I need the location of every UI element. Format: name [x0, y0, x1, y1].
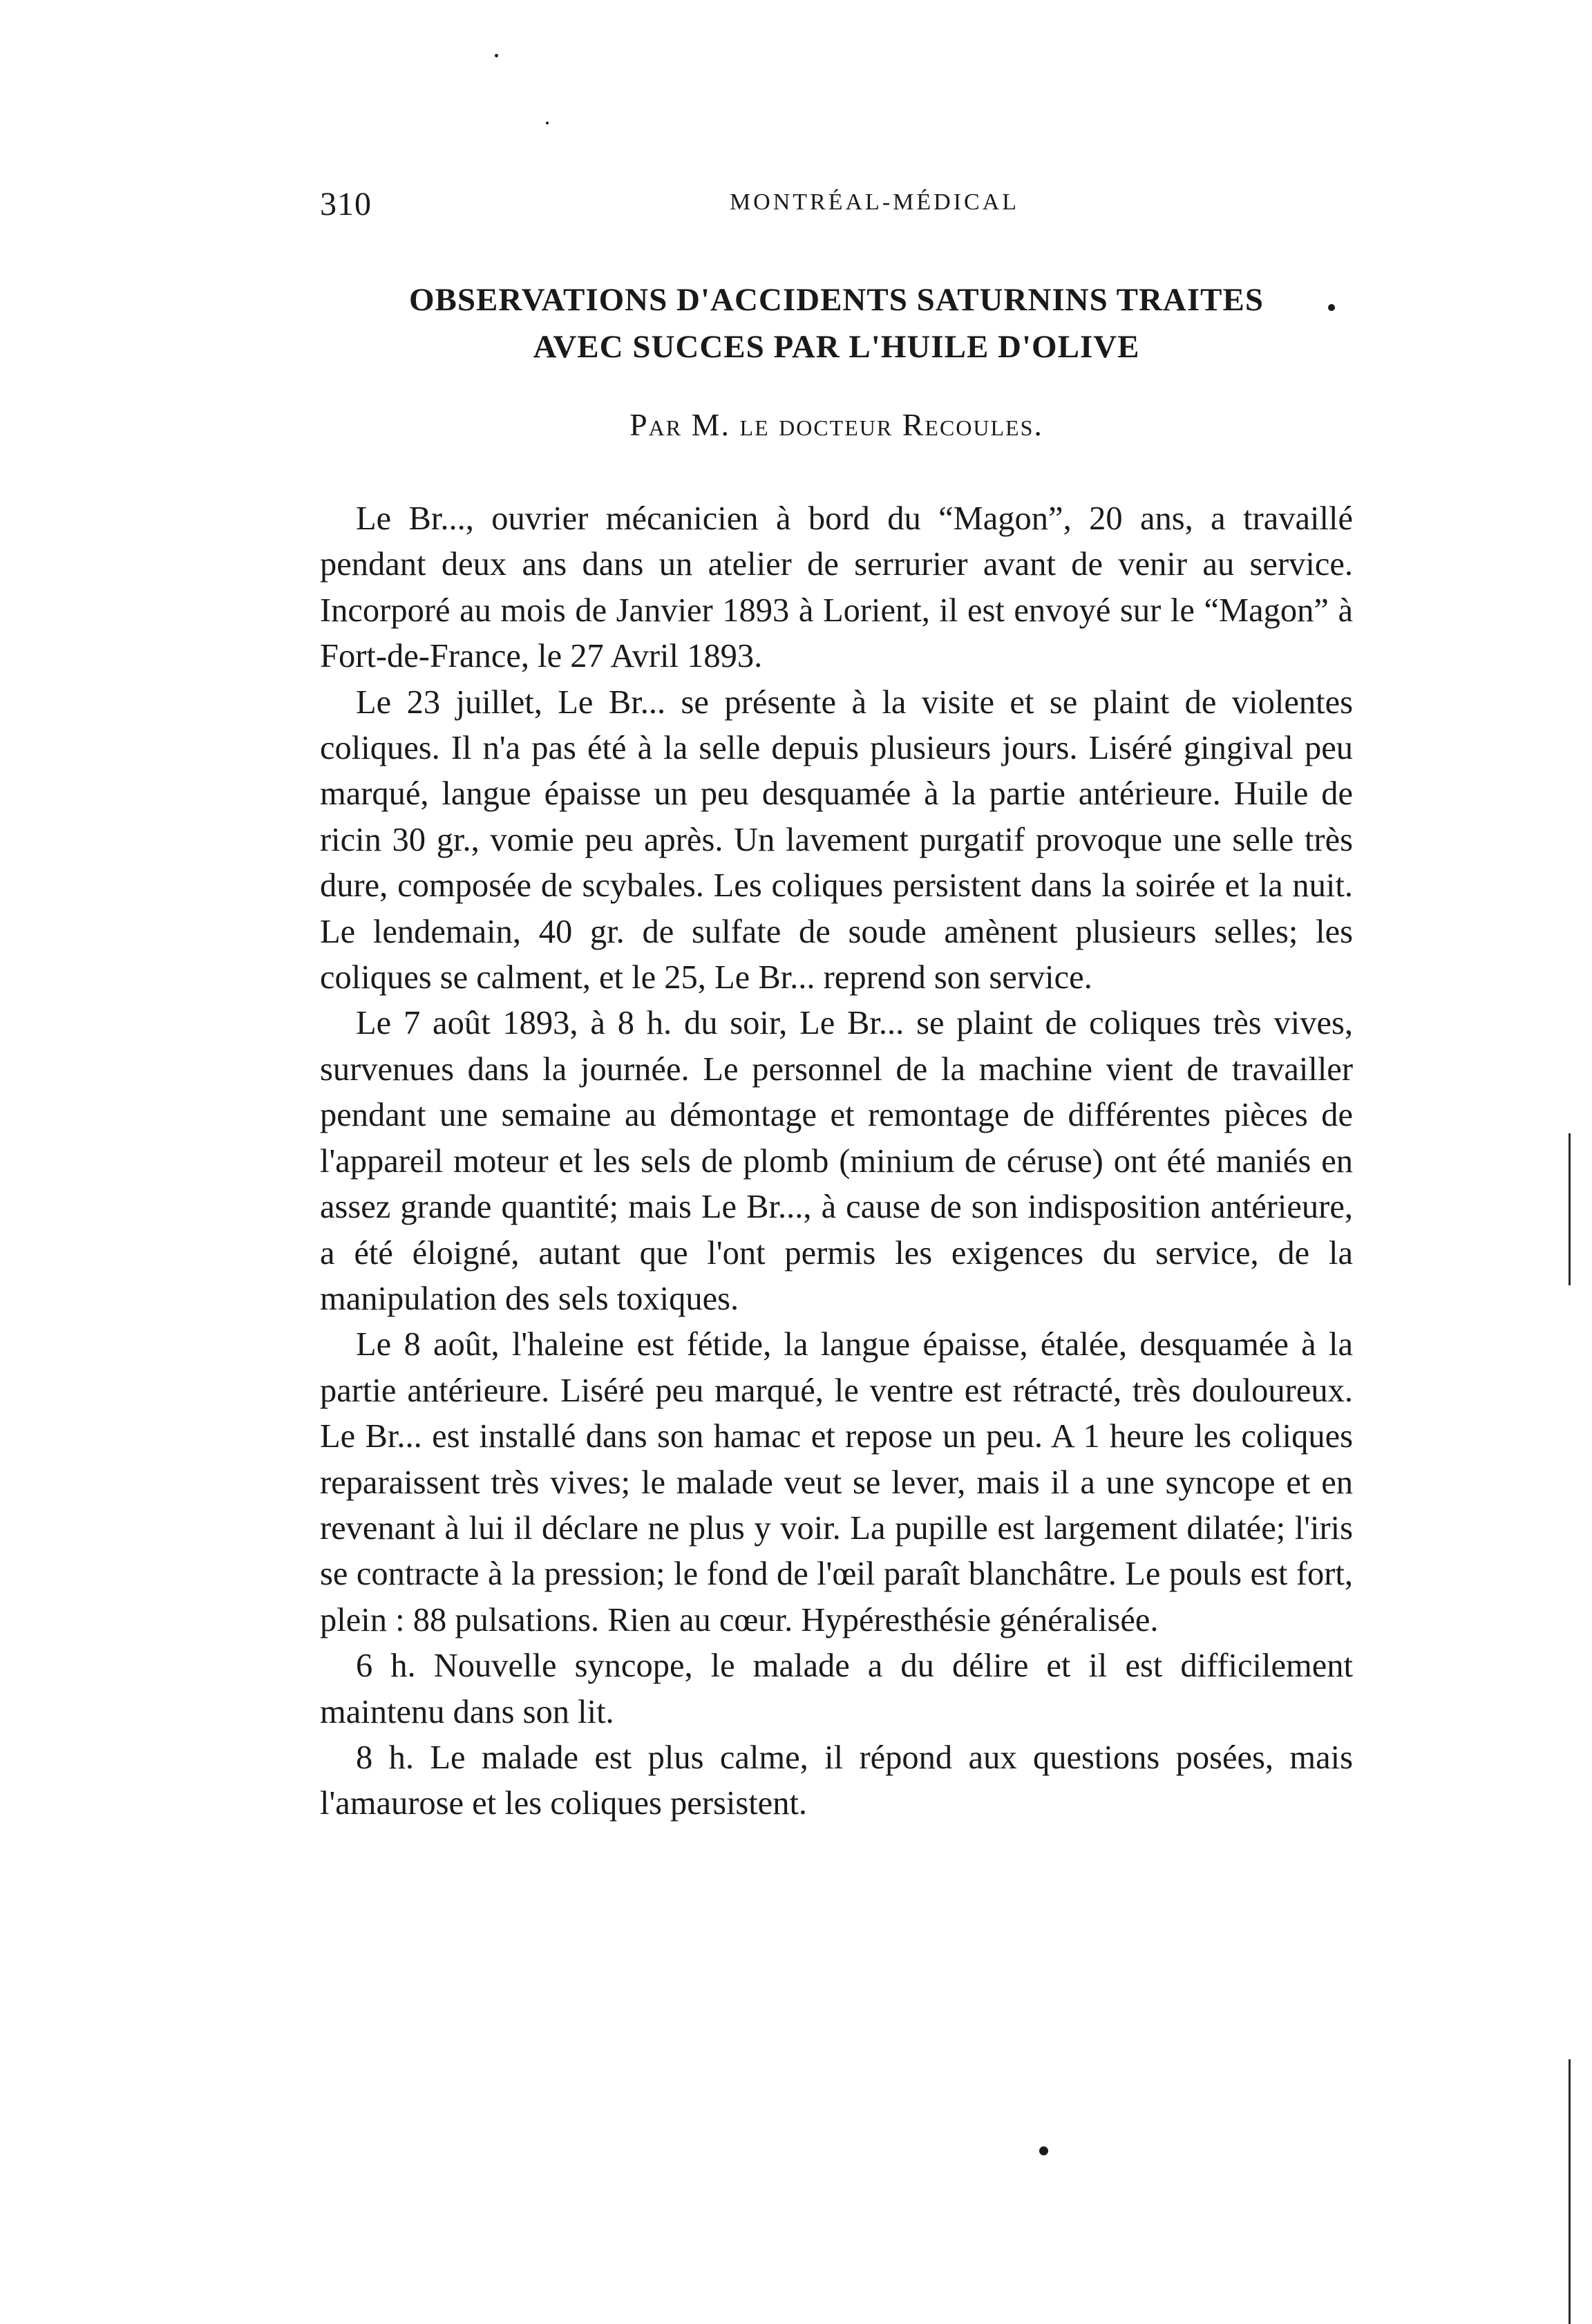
paragraph-intro: Le Br..., ouvrier mécanicien à bord du “Magon”, 20 ans, a travaillé pendant deux ans dans un atelier de serrurier avant de venir au service. Incorporé au mois de Janvier 1893 à Lorient, il est envoyé sur le “Magon” à Fort-de-France, le 27 Avril 1893. — [320, 500, 1353, 675]
scan-speck-top-2 — [546, 122, 549, 124]
paragraph-7-aout: Le 7 août 1893, à 8 h. du soir, Le Br... se plaint de coliques très vives, survenues dans la journée. Le personnel de la machine vient de travailler pendant une semaine au démontage et remontage de différentes pièces de l'appareil moteur et les sels de plomb (minium de céruse) ont été maniés en assez grande quantité; mais Le Br..., à cause de son indisposition antérieure, a été éloigné, autant que l'ont permis les exigences du service, de la manipulation des sels toxiques. — [320, 1005, 1353, 1317]
running-head — [320, 185, 1353, 234]
paragraph-8h: 8 h. Le malade est plus calme, il répond aux questions posées, mais l'amaurose et les coliques persistent. — [320, 1739, 1353, 1822]
article-body — [320, 496, 1353, 1827]
scan-edge-mark-upper — [1569, 1133, 1571, 1285]
article-byline: Par M. le docteur Recoules. — [629, 407, 1043, 442]
journal-title: MONTRÉAL-MÉDICAL — [729, 189, 1020, 215]
scan-speck-bottom — [1039, 2146, 1048, 2155]
article-title — [320, 276, 1353, 370]
scan-speck-top — [495, 54, 498, 57]
paragraph-23-juillet: Le 23 juillet, Le Br... se présente à la visite et se plaint de violentes coliques. Il n'a pas été à la selle depuis plusieurs jours. Liséré gingival peu marqué, langue épaisse un peu desquamée à la partie antérieure. Huile de ricin 30 gr., vomie peu après. Un lavement purgatif provoque une selle très dure, composée de scybales. Les coliques persistent dans la soirée et la nuit. Le lendemain, 40 gr. de sulfate de soude amènent plusieurs selles; les coliques se calment, et le 25, Le Br... reprend son service. — [320, 683, 1353, 996]
title-ink-mark — [1328, 304, 1335, 311]
article-title-line-2: AVEC SUCCES PAR L'HUILE D'OLIVE — [533, 329, 1140, 365]
paragraph-6h: 6 h. Nouvelle syncope, le malade a du délire et il est difficilement maintenu dans son lit. — [320, 1647, 1353, 1730]
paragraph-8-aout: Le 8 août, l'haleine est fétide, la langue épaisse, étalée, desquamée à la partie antérieure. Liséré peu marqué, le ventre est rétracté, très douloureux. Le Br... est installé dans son hamac et repose un peu. A 1 heure les coliques reparaissent très vives; le malade veut se lever, mais il a une syncope et en revenant à lui il déclare ne plus y voir. La pupille est largement dilatée; l'iris se contracte à la pression; le fond de l'œil paraît blanchâtre. Le pouls est fort, plein : 88 pulsations. Rien au cœur. Hypéresthésie généralisée. — [320, 1326, 1353, 1638]
article-title-line-1: OBSERVATIONS D'ACCIDENTS SATURNINS TRAITES — [408, 282, 1264, 318]
page-number: 310 — [320, 186, 372, 223]
scan-edge-mark-lower — [1569, 2059, 1571, 2324]
